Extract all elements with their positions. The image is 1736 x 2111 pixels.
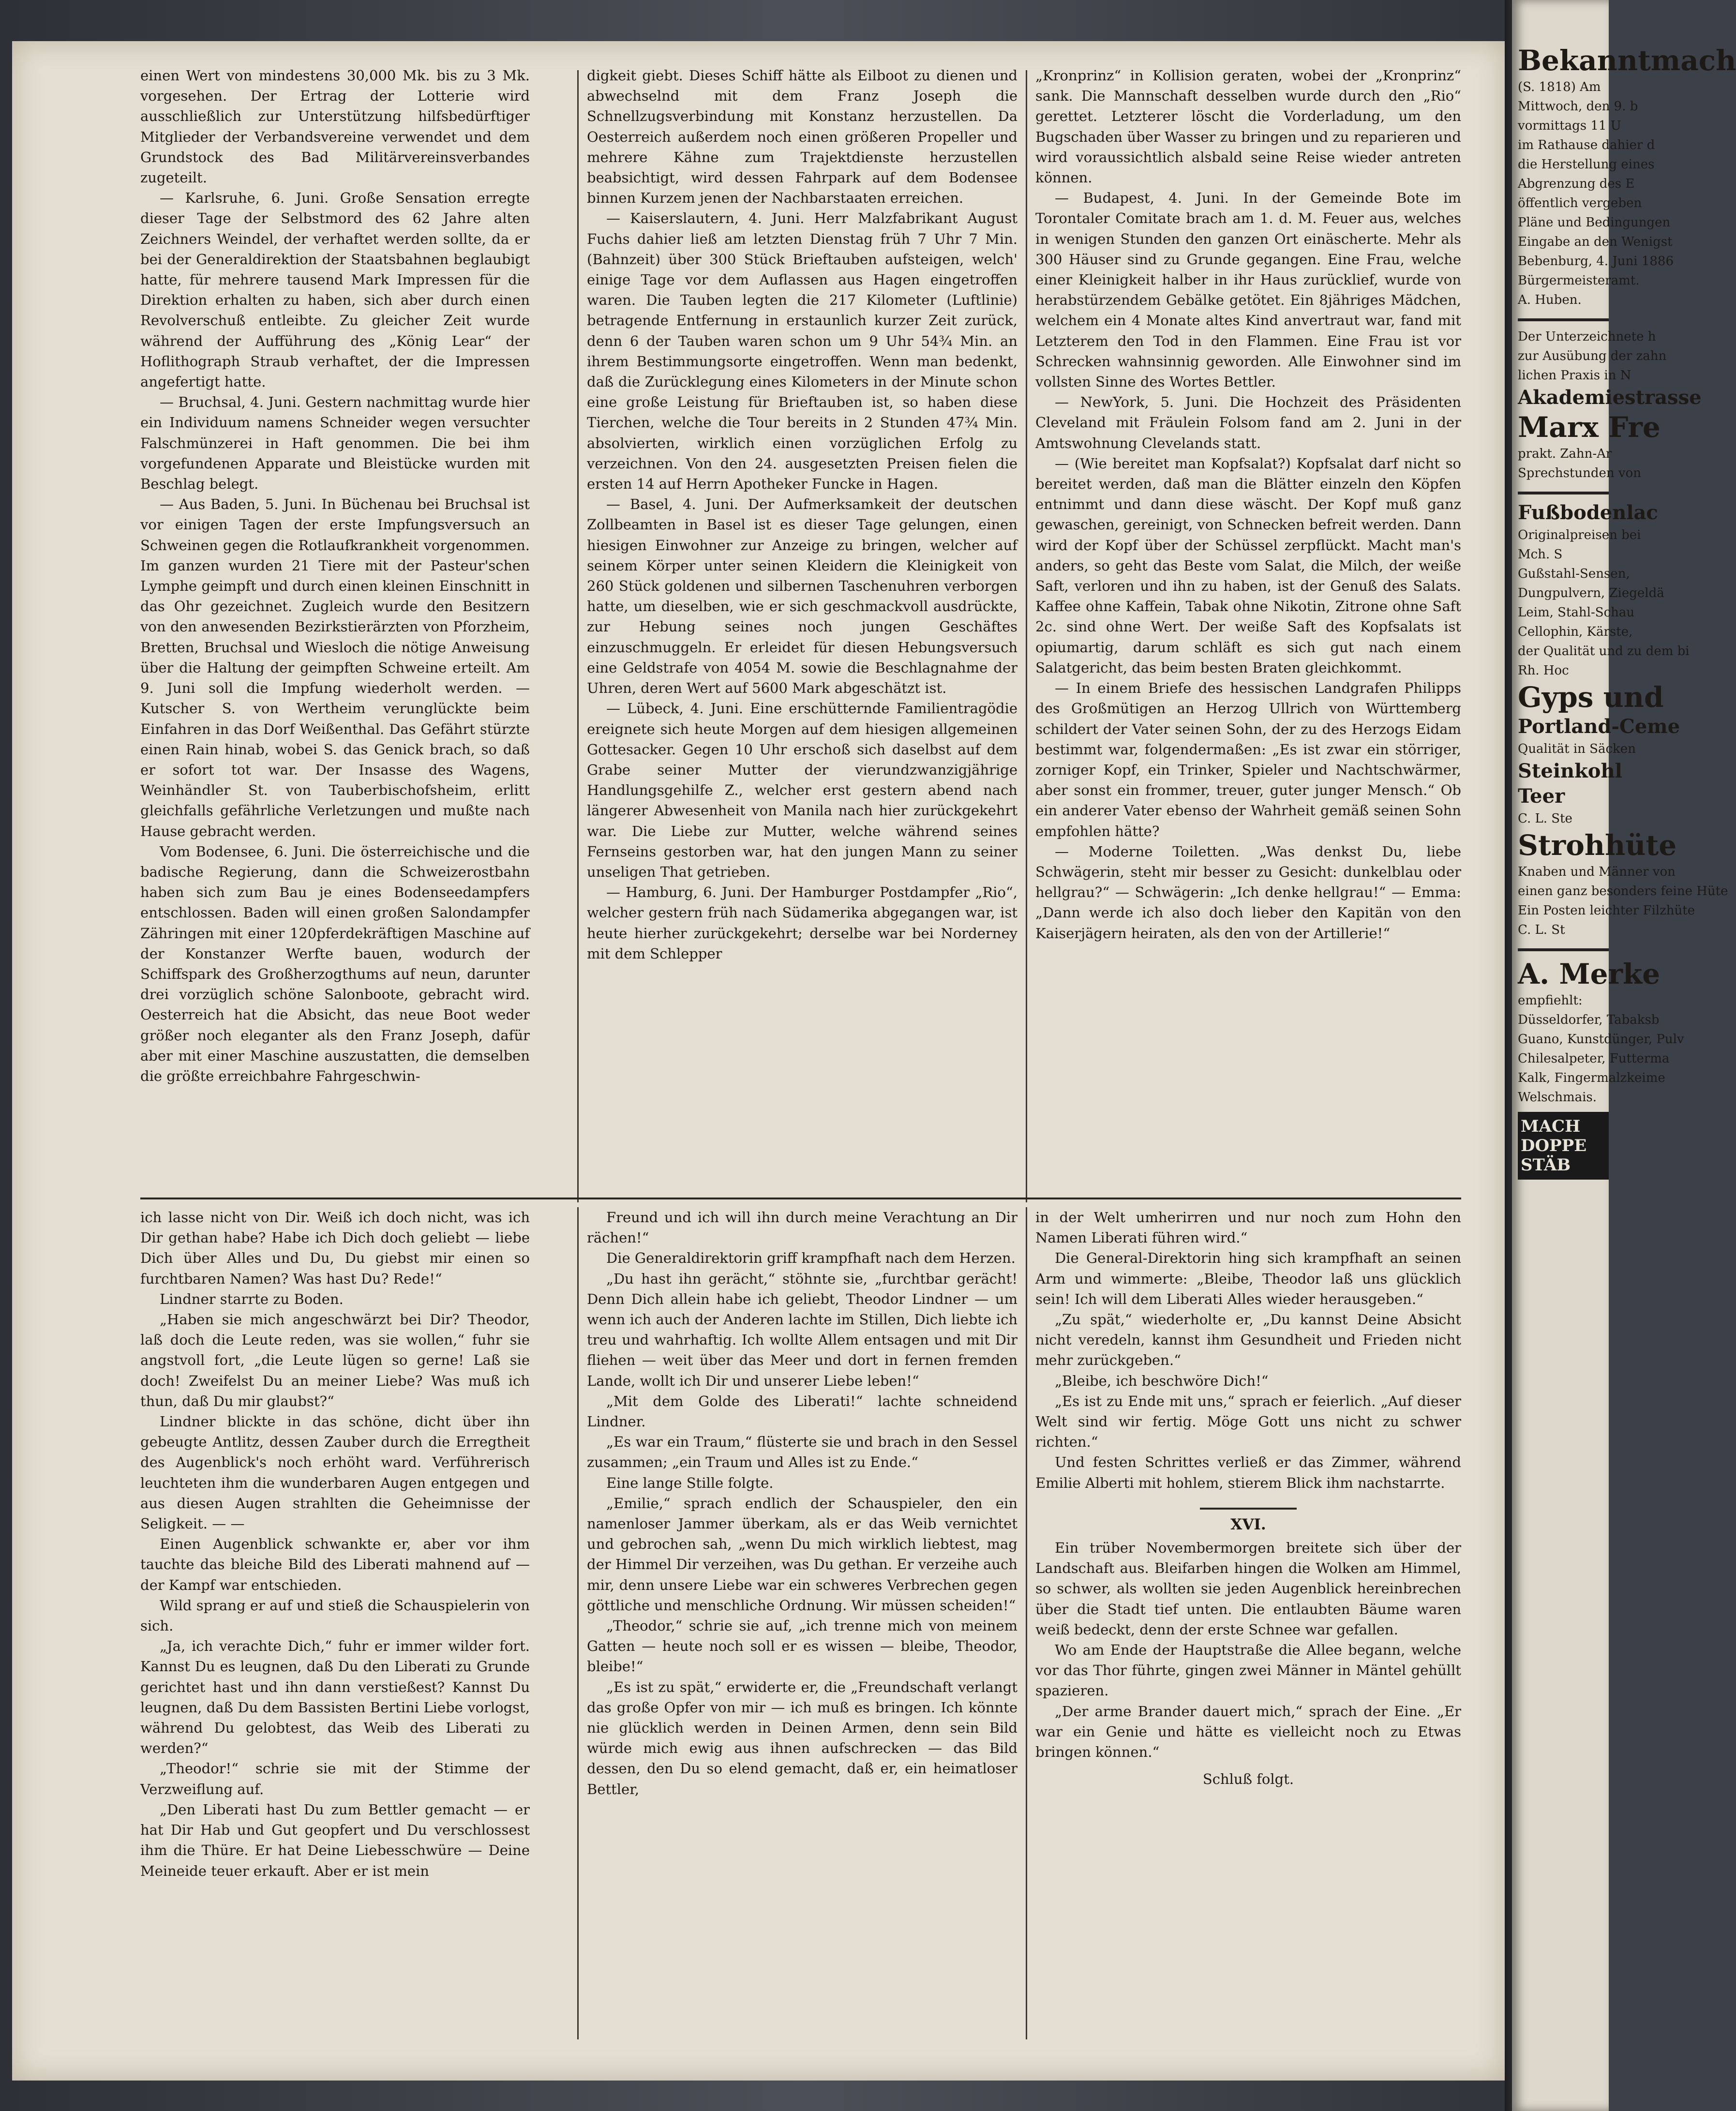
ad-line: A. Merke xyxy=(1518,958,1661,990)
to-be-continued: Schluß folgt. xyxy=(1202,1771,1294,1788)
chapter-number: XVI. xyxy=(1230,1515,1266,1533)
ad-line: der Qualität und zu dem bi xyxy=(1518,644,1690,659)
story-paragraph: „Es ist zu spät,“ erwiderte er, die „Freundschaft verlangt das große Opfer von mir — ich muß es bringen. Ich könnte nie glücklich werden in Deinen Armen, denn sein Bild würde mich ewig aus ihnen aufschrecken — das Bild dessen, den Du so elend gemacht, daß er, ein heimatloser Bettler, xyxy=(587,1678,1018,1797)
story-paragraph: Die General-Direktorin hing sich krampfhaft an seinen Arm und wimmerte: „Bleibe, Theodor laß uns glücklich sein! Ich will dem Liberati Alles wieder herausgeben.“ xyxy=(1035,1250,1461,1307)
story-paragraph: Eine lange Stille folgte. xyxy=(606,1474,774,1491)
news-paragraph: — Aus Baden, 5. Juni. In Büchenau bei Bruchsal ist vor einigen Tagen der erste Impfungsversuch an Schweinen gegen die Rotlaufkrankheit vorgenommen. Im ganzen wurden 21 Tiere mit der Pasteur'schen Lymphe geimpft und durch einen kleinen Einschnitt in das Ohr gezeichnet. Zugleich wurde den Besitzern von den anwesenden Bezirkstierärzten von Pforzheim, Bretten, Bruchsal und Wiesloch die nötige Anweisung über die Haltung der geimpften Schweine erteilt. Am 9. Juni soll die Impfung wiederholt werden. — Kutscher S. von Wertheim verunglückte beim Einfahren in das Dorf Weißenthal. Das Gefährt stürzte einen Rain hinab, wobei S. das Genick brach, so daß er sofort tot war. Der Insasse des Wagens, Weinhändler St. von Tauberbischofsheim, erlitt gleichfalls gefährliche Verletzungen und mußte nach Hause gebracht werden. xyxy=(140,496,530,839)
news-paragraph: — Kaiserslautern, 4. Juni. Herr Malzfabrikant August Fuchs dahier ließ am letzten Dienstag früh 7 Uhr 7 Min. (Bahnzeit) über 300 Stück Brieftauben aufsteigen, welch' einige Tage vor dem Auflassen aus Hagen eingetroffen waren. Die Tauben legten die 217 Kilometer (Luftlinie) betragende Entfernung in erstaunlich kurzer Zeit zurück, denn 6 der Tauben waren schon um 9 Uhr 54¾ Min. an ihrem Bestimmungsorte eingetroffen. Wenn man bedenkt, daß die Zurücklegung eines Kilometers in der Minute schon eine große Leistung für Brieftauben ist, so haben diese Tierchen, welche die Tour bereits in 2 Stunden 47¾ Min. absolvierten, wirklich einen vorzüglichen Erfolg zu verzeichnen. Von den 24. ausgesetzten Preisen fielen die ersten 14 auf Herrn Apotheker Funcke in Hagen. xyxy=(587,210,1018,493)
adjacent-page-advertisements xyxy=(1512,0,1736,2111)
news-paragraph: „Kronprinz“ in Kollision geraten, wobei der „Kronprinz“ sank. Die Mannschaft desselben wurde durch den „Rio“ gerettet. Letzterer löscht die Vorderladung, um den Bugschaden über Wasser zu bringen und zu reparieren und wird voraussichtlich alsbald seine Reise wieder antreten können. xyxy=(1035,67,1461,186)
story-paragraph: „Emilie,“ sprach endlich der Schauspieler, den ein namenloser Jammer überkam, als er das Weib vernichtet und gebrochen sah, „wenn Du mich wirklich liebtest, mag der Himmel Dir verzeihen, was Du gethan. Er verzeihe auch mir, denn unsere Liebe war ein schweres Verbrechen gegen göttliche und menschliche Ordnung. Wir müssen scheiden!“ xyxy=(587,1495,1018,1614)
news-paragraph: — Karlsruhe, 6. Juni. Große Sensation erregte dieser Tage der Selbstmord des 62 Jahre alten Zeichners Weindel, der verhaftet werden sollte, da er bei der Generaldirektion der Staatsbahnen beglaubigt hatte, für mehrere tausend Mark Impressen für die Direktion erhalten zu haben, sich aber durch einen Revolverschuß entleibte. Zu gleicher Zeit wurde während der Aufführung des „König Lear“ der Hoflithograph Straub verhaftet, der die Impressen angefertigt hatte. xyxy=(140,190,530,390)
ad-line: Qualität in Säcken xyxy=(1518,742,1636,756)
ad-line: Originalpreisen bei xyxy=(1518,528,1641,542)
story-paragraph: Die Generaldirektorin griff krampfhaft nach dem Herzen. xyxy=(606,1250,1016,1267)
story-paragraph: „Theodor,“ schrie sie auf, „ich trenne mich von meinem Gatten — heute noch soll er es wissen — bleibe, Theodor, bleibe!“ xyxy=(587,1617,1018,1675)
ad-line: empfiehlt: xyxy=(1518,993,1583,1008)
ad-line: Fußbodenlac xyxy=(1518,501,1658,524)
column-rule xyxy=(577,1207,579,2039)
story-paragraph: „Den Liberati hast Du zum Bettler gemacht — er hat Dir Hab und Gut geopfert und Du verschlossest ihm die Thüre. Er hat Deine Liebesschwüre — Deine Meineide teuer erkauft. Aber er ist mein xyxy=(140,1801,530,1879)
ad-line: zur Ausübung der zahn xyxy=(1518,349,1667,363)
story-paragraph: Wo am Ende der Hauptstraße die Allee begann, welche vor das Thor führte, gingen zwei Männer in Mäntel gehüllt spazieren. xyxy=(1035,1642,1461,1699)
ad-line: vormittags 11 U xyxy=(1518,119,1621,133)
news-paragraph: — Basel, 4. Juni. Der Aufmerksamkeit der deutschen Zollbeamten in Basel ist es dieser Tage gelungen, einen hiesigen Einwohner zur Anzeige zu bringen, welcher auf seinem Körper unter seinen Kleidern die Kleinigkeit von 260 Stück goldenen und silbernen Taschenuhren verborgen hatte, um dieselben, wie er sich geschmackvoll ausdrückte, zur Hebung seines noch jungen Geschäftes einzuschmuggeln. Er erleidet für diesen Hebungsversuch eine Geldstrafe von 4054 M. sowie die Beschlagnahme der Uhren, deren Wert auf 5600 Mark abgeschätzt ist. xyxy=(587,496,1018,697)
story-paragraph: „Mit dem Golde des Liberati!“ lachte schneidend Lindner. xyxy=(587,1392,1018,1430)
ad-divider xyxy=(1518,318,1609,321)
ad-line: die Herstellung eines xyxy=(1518,157,1655,172)
story-paragraph: Ein trüber Novembermorgen breitete sich über der Landschaft aus. Bleifarben hingen die Wolken am Himmel, so schwer, als wollten sie jeden Augenblick hereinbrechen über die Stadt tief unten. Die entlaubten Bäume waren weiß bedeckt, denn der erste Schnee war gefallen. xyxy=(1035,1540,1461,1638)
story-paragraph: „Ja, ich verachte Dich,“ fuhr er immer wilder fort. Kannst Du es leugnen, daß Du den Liberati zu Grunde gerichtet hast und ihn dann verstießest? Kannst Du leugnen, daß Du dem Bassisten Bertini Liebe vorlogst, während Du gelobtest, das Weib des Liberati zu werden?“ xyxy=(140,1638,530,1757)
ad-line: Steinkohl xyxy=(1518,760,1622,782)
story-paragraph: „Zu spät,“ wiederholte er, „Du kannst Deine Absicht nicht veredeln, kannst ihm Gesundheit und Frieden nicht mehr zurückgeben.“ xyxy=(1035,1311,1461,1369)
ad-line: Teer xyxy=(1518,785,1565,808)
feuilleton-divider xyxy=(140,1198,1461,1199)
ad-line: Bürgermeisteramt. xyxy=(1518,273,1640,288)
ad-line: Akademiestrasse xyxy=(1518,386,1702,409)
story-paragraph: Und festen Schrittes verließ er das Zimmer, während Emilie Alberti mit hohlem, stierem Blick ihm nachstarrte. xyxy=(1035,1454,1461,1491)
news-paragraph: digkeit giebt. Dieses Schiff hätte als Eilboot zu dienen und abwechselnd mit dem Franz Joseph die Schnellzugsverbindung mit Konstanz herzustellen. Da Oesterreich außerdem noch einen größeren Propeller und mehrere Kähne zum Trajektdienste herzustellen beabsichtigt, wird dessen Fahrpark auf dem Bodensee binnen Kurzem jenen der Nachbarstaaten erreichen. xyxy=(587,67,1018,207)
ad-line: Bebenburg, 4. Juni 1886 xyxy=(1518,254,1674,269)
story-paragraph: in der Welt umherirren und nur noch zum Hohn den Namen Liberati führen wird.“ xyxy=(1035,1209,1461,1246)
ad-line: im Rathause dahier d xyxy=(1518,138,1655,152)
news-paragraph: — Hamburg, 6. Juni. Der Hamburger Postdampfer „Rio“, welcher gestern früh nach Südamerika abgegangen war, ist heute hierher zurückgekehrt; derselbe war bei Norderney mit dem Schlepper xyxy=(587,884,1018,962)
news-paragraph: einen Wert von mindestens 30,000 Mk. bis zu 3 Mk. vorgesehen. Der Ertrag der Lotterie wird ausschließlich zur Unterstützung hilfsbedürftiger Mitglieder der Verbandsvereine verwendet und dem Grundstock des Bad Militärvereinsverbandes zugeteilt. xyxy=(140,67,530,186)
ad-line: (S. 1818) Am xyxy=(1518,80,1601,94)
story-column-3 xyxy=(1035,1207,1461,2044)
ad-line: C. L. St xyxy=(1518,923,1565,937)
ad-line: Ein Posten leichter Filzhüte xyxy=(1518,903,1695,918)
news-paragraph: — Lübeck, 4. Juni. Eine erschütternde Familientragödie ereignete sich heute Morgen auf dem hiesigen allgemeinen Gottesacker. Gegen 10 Uhr erschoß sich daselbst auf dem Grabe seiner Mutter der vierundzwanzigjährige Handlungsgehilfe Z., welcher erst gestern abend nach längerer Abwesenheit von Manila nach hier zurückgekehrt war. Die Liebe zur Mutter, welche während seines Fernseins gestorben war, hat den jungen Mann zu seiner unseligen That getrieben. xyxy=(587,700,1018,880)
ad-line: Guano, Kunstdünger, Pulv xyxy=(1518,1032,1684,1047)
story-paragraph: „Es war ein Traum,“ flüsterte sie und brach in den Sessel zusammen; „ein Traum und Alles ist zu Ende.“ xyxy=(587,1434,1018,1471)
story-paragraph: „Es ist zu Ende mit uns,“ sprach er feierlich. „Auf dieser Welt sind wir fertig. Möge Gott uns nicht zu schwer richten.“ xyxy=(1035,1392,1461,1451)
chapter-separator xyxy=(1200,1508,1297,1510)
story-column-3-bottom xyxy=(1035,1538,1461,1762)
ad-line: Welschmais. xyxy=(1518,1090,1597,1105)
ad-line: C. L. Ste xyxy=(1518,811,1572,826)
ad-line: Bekanntmach xyxy=(1518,44,1736,77)
ad-line: Pläne und Bedingungen xyxy=(1518,215,1671,230)
column-rule xyxy=(577,70,579,1202)
ad-line: Dungpulvern, Ziegeldä xyxy=(1518,586,1664,600)
column-rule xyxy=(1026,1207,1027,2039)
ad-divider xyxy=(1518,948,1609,951)
story-paragraph: „Haben sie mich angeschwärzt bei Dir? Theodor, laß doch die Leute reden, was sie wollen,“ fuhr sie angstvoll fort, „die Leute lügen so gerne! Laß sie doch! Zweifelst Du an meiner Liebe? Was muß ich thun, daß Du mir glaubst?“ xyxy=(140,1311,530,1409)
story-column-2 xyxy=(587,1207,1018,2044)
ad-line: Strohhüte xyxy=(1518,829,1677,862)
ad-line: Rh. Hoc xyxy=(1518,663,1569,678)
ad-line: Düsseldorfer, Tabaksb xyxy=(1518,1013,1660,1027)
ad-line: Marx Fre xyxy=(1518,411,1661,444)
ad-logo-text: DOPPE xyxy=(1521,1136,1587,1155)
news-paragraph: — In einem Briefe des hessischen Landgrafen Philipps des Großmütigen an Herzog Ullrich von Württemberg schildert der Vater seinen Sohn, der zu des Herzogs Eidam bestimmt war, folgendermaßen: „Es ist zwar ein störriger, zorniger Kopf, ein Trinker, Spieler und Nachtschwärmer, aber sonst ein frommer, treuer, guter junger Mensch.“ Ob ein anderer Vater ebenso der Wahrheit gemäß seinen Sohn empfohlen hätte? xyxy=(1035,680,1461,839)
ad-line: A. Huben. xyxy=(1518,293,1582,307)
newspaper-page xyxy=(12,41,1505,2081)
ad-line: Mittwoch, den 9. b xyxy=(1518,99,1638,114)
story-paragraph: „Bleibe, ich beschwöre Dich!“ xyxy=(1055,1372,1269,1389)
ad-line: öffentlich vergeben xyxy=(1518,196,1642,210)
ad-logo-text: STÄB xyxy=(1521,1155,1571,1175)
ad-logo xyxy=(1518,1112,1609,1180)
ad-line: Leim, Stahl-Schau xyxy=(1518,605,1635,620)
ad-line: lichen Praxis in N xyxy=(1518,368,1631,383)
story-paragraph: ich lasse nicht von Dir. Weiß ich doch nicht, was ich Dir gethan habe? Habe ich Dich doch geliebt — liebe Dich über Alles und Du, Du giebst mir einen so furchtbaren Namen? Was hast Du? Rede!“ xyxy=(140,1209,530,1287)
news-column-3 xyxy=(1035,65,1461,1193)
ad-divider xyxy=(1518,492,1609,494)
ad-line: Chilesalpeter, Futterma xyxy=(1518,1051,1670,1066)
story-paragraph: „Du hast ihn gerächt,“ stöhnte sie, „furchtbar gerächt! Denn Dich allein habe ich geliebt, Theodor Lindner — um wenn ich auch der Anderen lachte im Stillen, Dich liebte ich treu und wahrhaftig. Ich wollte Allem entsagen und mit Dir fliehen — weit über das Meer und dort in fernen fremden Lande, wollt ich Dir und unserer Liebe leben!“ xyxy=(587,1270,1018,1389)
news-paragraph: — Budapest, 4. Juni. In der Gemeinde Bote im Torontaler Comitate brach am 1. d. M. Feuer aus, welches in wenigen Stunden den ganzen Ort einäscherte. Mehr als 300 Häuser sind zu Grunde gegangen. Eine Frau, welche einer Kleinigkeit halber in ihr Haus zurücklief, wurde von herabstürzendem Gebälke getötet. Ein 8jähriges Mädchen, welchem ein 4 Monate altes Kind anvertraut war, fand mit Letzterem den Tod in den Flammen. Eine Frau ist vor Schrecken wahnsinnig geworden. Alle Einwohner sind im vollsten Sinne des Wortes Bettler. xyxy=(1035,190,1461,390)
news-paragraph: — (Wie bereitet man Kopfsalat?) Kopfsalat darf nicht so bereitet werden, daß man die Blätter einzeln den Köpfen entnimmt und dann diese wäscht. Der Kopf muß ganz gewaschen, gereinigt, von Schnecken befreit werden. Dann wird der Kopf über der Schüssel zerpflückt. Macht man's anders, so geht das Beste vom Salat, die Milch, der weiße Saft, verloren und ihn zu haben, ist der Genuß des Salats. Kaffee ohne Kaffein, Tabak ohne Nikotin, Zitrone ohne Saft 2c. sind ohne Wert. Der weiße Saft des Kopfsalats ist opiumartig, darum schläft es sich gut nach einem Salatgericht, das beim besten Braten gleichkommt. xyxy=(1035,455,1461,676)
news-column-1 xyxy=(140,65,530,1193)
news-paragraph: — NewYork, 5. Juni. Die Hochzeit des Präsidenten Cleveland mit Fräulein Folsom fand am 2. Juni in der Amtswohnung Clevelands statt. xyxy=(1035,394,1461,451)
news-paragraph: — Moderne Toiletten. „Was denkst Du, liebe Schwägerin, steht mir besser zu Gesicht: dunkelblau oder hellgrau?“ — Schwägerin: „Ich denke hellgrau!“ — Emma: „Dann werde ich also doch lieber den Kapitän von den Kaiserjägern heiraten, als den von der Artillerie!“ xyxy=(1035,843,1461,942)
story-paragraph: Lindner starrte zu Boden. xyxy=(160,1290,344,1307)
story-paragraph: Freund und ich will ihn durch meine Verachtung an Dir rächen!“ xyxy=(587,1209,1018,1246)
column-rule xyxy=(1026,70,1027,1202)
story-paragraph: Einen Augenblick schwankte er, aber vor ihm tauchte das bleiche Bild des Liberati mahnend auf — der Kampf war entschieden. xyxy=(140,1536,530,1593)
ad-line: Abgrenzung des E xyxy=(1518,177,1635,191)
ad-line: Gyps und xyxy=(1518,681,1664,714)
story-paragraph: „Theodor!“ schrie sie mit der Stimme der Verzweiflung auf. xyxy=(140,1760,530,1797)
news-column-2 xyxy=(587,65,1018,1193)
ad-line: Der Unterzeichnete h xyxy=(1518,329,1656,344)
news-paragraph: Vom Bodensee, 6. Juni. Die österreichische und die badische Regierung, dann die Schweizerostbahn haben sich zum Bau je eines Bodenseedampfers entschlossen. Baden will einen großen Salondampfer Zähringen mit einer 120pferdekräftigen Maschine auf der Konstanzer Werfte bauen, wodurch der Schiffspark des Großherzogthums auf neun, darunter drei vorzüglich schöne Salonboote, gebracht wird. Oesterreich hat die Absicht, das neue Boot weder größer noch eleganter als den Franz Joseph, dafür aber mit einer Maschine auszustatten, die demselben die größte erreichbahre Fahrgeschwin- xyxy=(140,843,530,1084)
news-paragraph: — Bruchsal, 4. Juni. Gestern nachmittag wurde hier ein Individuum namens Schneider wegen versuchter Falschmünzerei in Haft genommen. Die bei ihm vorgefundenen Apparate und Bleistücke wurden mit Beschlag belegt. xyxy=(140,394,530,493)
story-paragraph: Lindner blickte in das schöne, dicht über ihn gebeugte Antlitz, dessen Zauber durch die Erregtheit des Augenblick's noch erhöht ward. Verführerisch leuchteten ihm die wunderbaren Augen entgegen und aus diesen Augen strahlten die Geheimnisse der Seligkeit. — — xyxy=(140,1413,530,1532)
ad-line: Eingabe an den Wenigst xyxy=(1518,235,1673,249)
ad-line: Kalk, Fingermalzkeime xyxy=(1518,1071,1665,1085)
ad-line: einen ganz besonders feine Hüte xyxy=(1518,884,1728,898)
ad-line: Sprechstunden von xyxy=(1518,466,1641,480)
ad-line: Gußstahl-Sensen, xyxy=(1518,567,1630,581)
ad-line: Portland-Ceme xyxy=(1518,715,1680,738)
story-column-1 xyxy=(140,1207,530,2044)
ad-logo-text: MACH xyxy=(1521,1117,1581,1136)
ad-line: Knaben und Männer von xyxy=(1518,865,1676,879)
story-paragraph: Wild sprang er auf und stieß die Schauspielerin von sich. xyxy=(140,1597,530,1634)
ad-line: prakt. Zahn-Ar xyxy=(1518,447,1612,461)
ad-line: Cellophin, Kärste, xyxy=(1518,625,1633,639)
story-column-3-top xyxy=(1035,1207,1461,1493)
ad-line: Mch. S xyxy=(1518,547,1563,562)
story-paragraph: „Der arme Brander dauert mich,“ sprach der Eine. „Er war ein Genie und hätte es vielleicht noch zu Etwas bringen können.“ xyxy=(1035,1703,1461,1761)
